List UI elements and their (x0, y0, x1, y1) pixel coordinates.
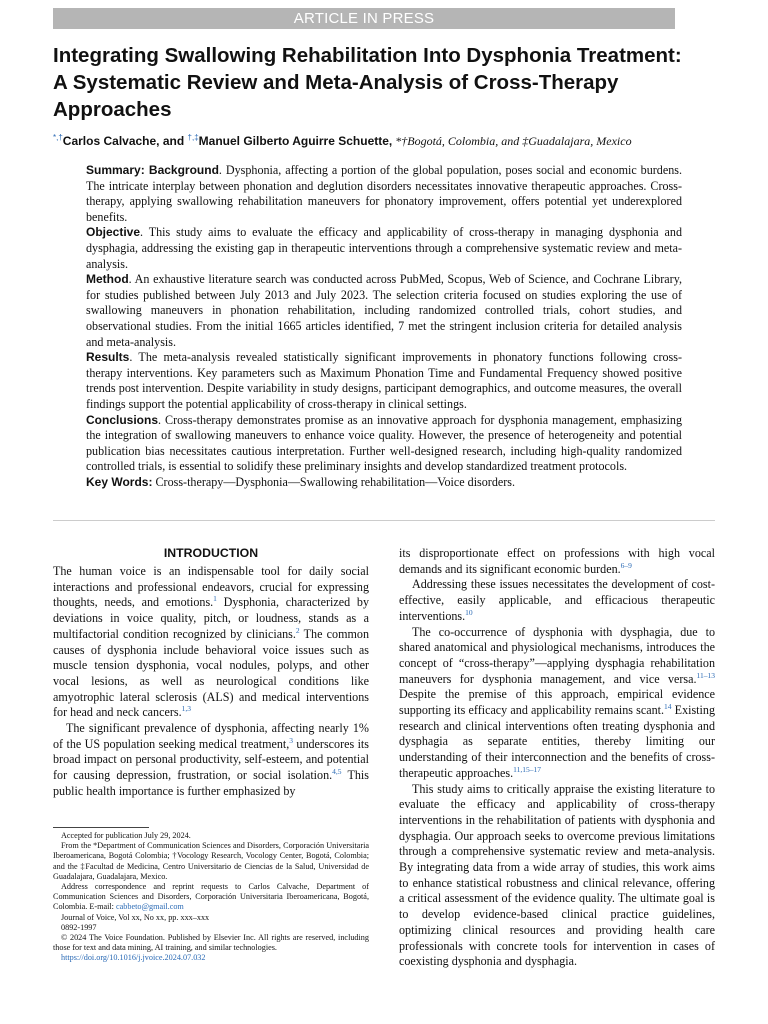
intro-p2-text-a: The significant prevalence of dysphonia, affecting nearly 1% of the US population seeking medical treatment, (53, 721, 369, 751)
article-title: Integrating Swallowing Rehabilitation Into Dysphonia Treatment: A Systematic Review and Meta-Analysis of Cross-Therapy Approaches (53, 44, 682, 121)
abstract-conclusions (86, 413, 682, 475)
citation-link[interactable]: 1 (213, 594, 217, 604)
keywords-label: Key Words: (86, 474, 153, 489)
body-column-right (399, 546, 715, 970)
footnote-divider (53, 827, 149, 828)
article-in-press-banner: ARTICLE IN PRESS (53, 8, 675, 29)
author1-name: Carlos Calvache, (62, 134, 160, 148)
abstract-results (86, 350, 682, 412)
intro-paragraph-4 (399, 625, 715, 782)
body-column-left (53, 546, 369, 800)
footnotes (53, 831, 369, 964)
intro-paragraph-2 (53, 721, 369, 800)
abstract-objective (86, 225, 682, 272)
abstract (86, 163, 682, 490)
intro-p1-text-a: The human voice is an indispensable tool for daily social interactions and professional endeavors, crucial for expressing thoughts, needs, and emotions. (53, 564, 369, 610)
intro-paragraph-1 (53, 564, 369, 721)
intro-r3-text-c: Existing research and clinical interventions often treating dysphonia and dysphagia as separate entities, thereby limiting our understanding of their interconnection and the benefits of cross-therapeutic approaches. (399, 703, 715, 780)
intro-r1-text: its disproportionate effect on professions with high vocal demands and its significant economic burden. (399, 546, 715, 576)
abstract-results-label: Results (86, 350, 130, 365)
footnote-issn: 0892-1997 (61, 922, 97, 932)
intro-paragraph-3 (399, 577, 715, 624)
abstract-method (86, 272, 682, 350)
citation-link[interactable]: 2 (295, 625, 300, 635)
footnote-accepted: Accepted for publication July 29, 2024. (61, 831, 191, 840)
abstract-background-label: Summary: Background (86, 163, 219, 177)
citation-link[interactable]: 11,15–17 (513, 764, 542, 774)
abstract-objective-label: Objective (86, 225, 141, 240)
footnote-journal: Journal of Voice, Vol xx, No xx, pp. xxx–xxx (61, 912, 210, 922)
doi-link[interactable]: https://doi.org/10.1016/j.jvoice.2024.07.032 (61, 953, 206, 963)
intro-r3-text-b: Despite the premise of this approach, empirical evidence supporting its efficacy and applicability remains scant. (399, 687, 715, 718)
abstract-divider (53, 520, 715, 521)
correspondence-email-link[interactable]: cabbeto@gmail.com (116, 902, 184, 912)
footnote-affiliations: From the *Department of Communication Sciences and Disorders, Corporación Universitaria Iberoamericana, Bogotá Colombia; †Vocology Research, Vocology Center, Bogotá, Colombia; and the ‡Facultad de Medicina, Centro Universitario de Ciencias de la Salud, Universidad de Guadalajara, Guadalajara, Mexico. (53, 841, 369, 881)
citation-link[interactable]: 6–9 (620, 560, 632, 570)
intro-p1-text-c: The common causes of dysphonia include behavioral voice issues such as muscle tension dysphonia, vocal nodules, polyps, and other vocal lesions, as well as neurological conditions like amyotrophic lateral sclerosis (ALS) and medical interventions for head and neck cancers. (53, 626, 370, 720)
citation-link[interactable]: 4,5 (332, 767, 342, 777)
abstract-method-text: . An exhaustive literature search was conducted across PubMed, Scopus, Web of Science, and Cochrane Library, for studies published between July 2013 and July 2023. The selection criteria focused on studies exploring the use of swallowing maneuvers in phonation rehabilitation, including randomized controlled trials, cohort studies, and observational studies. From the initial 1665 articles identified, 7 met the stringent inclusion criteria for detailed analysis and meta-analysis. (86, 272, 682, 349)
author-affiliations: *†Bogotá, Colombia, and ‡Guadalajara, Mexico (392, 134, 632, 148)
footnote-copyright: © 2024 The Voice Foundation. Published by Elsevier Inc. All rights are reserved, including those for text and data mining, AI training, and similar technologies. (53, 933, 369, 953)
introduction-heading: INTRODUCTION (163, 546, 259, 560)
author1-affiliation-marks[interactable]: *,† (53, 133, 63, 142)
author2-name: Manuel Gilberto Aguirre Schuette, (198, 134, 393, 148)
abstract-conclusions-label: Conclusions (86, 412, 159, 427)
intro-p2-text-b: underscores its broad impact on personal productivity, self-esteem, and potential for causing depression, frustration, or social isolation. (53, 736, 369, 783)
intro-r3-text-a: The co-occurrence of dysphonia with dysphagia, due to shared anatomical and physiological mechanisms, introduces the concept of “cross-therapy”—applying dysphagia rehabilitation maneuvers for dysphonia management, and vice versa. (399, 624, 715, 686)
citation-link[interactable]: 10 (465, 607, 473, 617)
intro-p2-text-c: This public health importance is further emphasized by (53, 768, 369, 798)
keywords-text: Cross-therapy—Dysphonia—Swallowing rehabilitation—Voice disorders. (152, 474, 516, 489)
abstract-objective-text: . This study aims to evaluate the efficacy and applicability of cross-therapy in managing dysphonia and dysphagia, addressing the existing gap in therapeutic interventions through a comprehensive systematic review and meta-analysis. (86, 225, 682, 271)
intro-paragraph-5: This study aims to critically appraise the existing literature to evaluate the efficacy and applicability of cross-therapy interventions in the rehabilitation of patients with dysphonia and dysphagia. Our approach seeks to overcome previous limitations through a comprehensive systematic review and meta-analysis. By integrating data from a wide array of studies, this work aims to enhance statistical robustness and clinical relevance, offering a critical assessment of the evidence quality. The ultimate goal is to develop evidence-based clinical practice guidelines, optimizing clinical resources and providing health care professionals with concrete tools for intervention in cases of coexisting dysphonia and dysphagia. (399, 781, 715, 969)
abstract-background (86, 163, 682, 225)
footnote-correspondence (53, 882, 369, 913)
citation-link[interactable]: 3 (289, 735, 294, 745)
intro-paragraph-2-continued (399, 546, 715, 577)
intro-p1-text-b: Dysphonia, characterized by deviations in voice quality, pitch, or loudness, stands as a multifactorial condition recognized by clinicians. (53, 595, 369, 641)
abstract-results-text: . The meta-analysis revealed statistically significant improvements in phonatory functions following cross-therapy interventions. Key parameters such as Maximum Phonation Time and Fundamental Frequency showed positive trends post intervention. Despite variability in study designs, participant demographics, and outcome measures, the overall findings support the potential applicability of cross-therapy in clinical settings. (86, 350, 682, 411)
abstract-conclusions-text: . Cross-therapy demonstrates promise as an innovative approach for dysphonia management, emphasizing the integration of swallowing maneuvers to enhance voice quality. However, the presence of heterogeneity and potential publication bias necessitates cautious interpretation. Further well-designed research, including high-quality randomized controlled trials, is essential to solidify these preliminary insights and develop standardized treatment protocols. (86, 412, 682, 474)
intro-r2-text: Addressing these issues necessitates the development of cost-effective, easily applicable, and efficacious therapeutic interventions. (399, 577, 715, 623)
author-and: and (159, 134, 188, 148)
citation-link[interactable]: 1,3 (181, 704, 191, 714)
citation-link[interactable]: 14 (664, 702, 672, 711)
footnote-address-text: Address correspondence and reprint requests to Carlos Calvache, Department of Communication Sciences and Disorders, Corporación Universitaria Iberoamericana, Bogotá, Colombia. E-mail: (53, 882, 369, 912)
abstract-keywords (86, 475, 682, 491)
abstract-method-label: Method (86, 272, 129, 287)
author2-affiliation-marks[interactable]: †,‡ (187, 133, 199, 142)
author-line (53, 130, 733, 149)
abstract-background-text: . Dysphonia, affecting a portion of the global population, poses social and economic burdens. The intricate interplay between phonation and deglution disorders necessitates innovative therapeutic approaches. Cross-therapy, applying swallowing rehabilitation maneuvers for phonatory improvement, offers potential yet underexplored benefits. (86, 163, 682, 224)
citation-link[interactable]: 11–13 (696, 670, 715, 680)
